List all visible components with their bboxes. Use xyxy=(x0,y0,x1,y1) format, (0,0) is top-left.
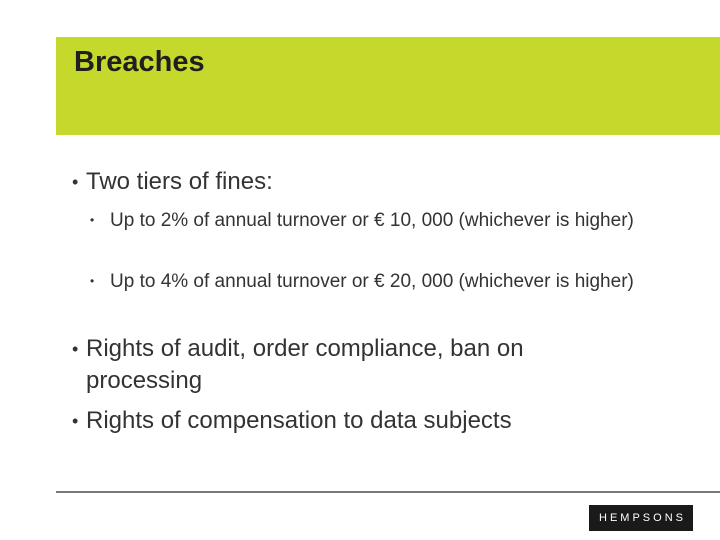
sub-bullet-tier-1 xyxy=(90,205,690,236)
logo-text: HEMPSONS xyxy=(599,512,686,524)
sub-bullet-text: Up to 2% of annual turnover or € 10, 000 (whichever is higher) xyxy=(110,210,634,231)
sub-bullet-tier-2 xyxy=(90,266,690,297)
bullet-rights-of-audit xyxy=(72,333,632,397)
bullet-mark: • xyxy=(72,172,79,192)
bullet-two-tiers xyxy=(72,166,672,198)
bullet-rights-of-compensation xyxy=(72,405,672,437)
bullet-text: Rights of audit, order compliance, ban on processing xyxy=(86,335,524,394)
hempsons-logo xyxy=(589,505,693,531)
bullet-text: Two tiers of fines: xyxy=(86,168,273,195)
sub-bullet-text: Up to 4% of annual turnover or € 20, 000 (whichever is higher) xyxy=(110,271,634,292)
slide-title: Breaches xyxy=(74,46,205,78)
sub-bullet-mark: • xyxy=(90,213,95,227)
bullet-text: Rights of compensation to data subjects xyxy=(86,407,512,434)
sub-bullet-mark: • xyxy=(90,274,95,288)
bullet-mark: • xyxy=(72,411,79,431)
bullet-mark: • xyxy=(72,339,79,359)
footer-divider xyxy=(56,491,720,493)
